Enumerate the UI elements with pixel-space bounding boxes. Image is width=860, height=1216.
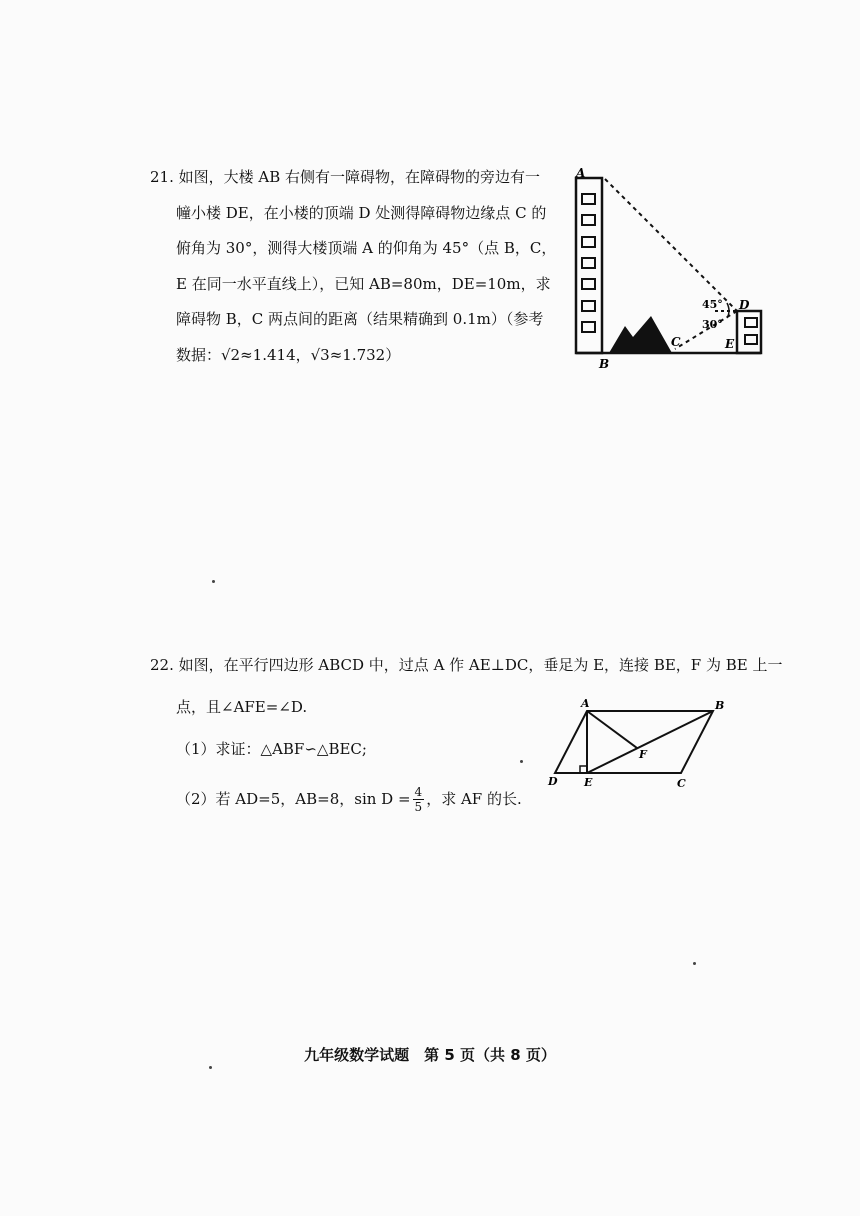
q21-figure xyxy=(565,165,775,375)
parallelogram-abcd xyxy=(555,711,713,773)
label-a: A xyxy=(576,166,586,180)
label-a: A xyxy=(581,697,590,710)
question-21 xyxy=(150,160,555,373)
small-building-windows xyxy=(745,318,757,344)
label-d: D xyxy=(548,775,558,788)
scan-speck xyxy=(693,962,696,965)
label-d: D xyxy=(739,298,750,312)
angle-30-label: 30° xyxy=(702,318,723,331)
label-e: E xyxy=(584,776,593,789)
q21-line-5: 障碍物 B，C 两点间的距离（结果精确到 0.1m）（参考 xyxy=(176,310,544,328)
q21-line-2: 幢小楼 DE，在小楼的顶端 D 处测得障碍物边缘点 C 的 xyxy=(176,203,547,222)
scan-speck xyxy=(212,580,215,583)
fraction-denominator: 5 xyxy=(414,799,423,814)
obstacle xyxy=(609,316,672,353)
scan-speck xyxy=(209,1066,212,1069)
q21-line-4: E 在同一水平直线上），已知 AB=80m，DE=10m，求 xyxy=(176,274,551,293)
label-b: B xyxy=(715,699,725,712)
sight-line-da xyxy=(605,179,737,311)
label-b: B xyxy=(599,357,610,371)
fraction-numerator: 4 xyxy=(414,784,423,799)
q21-line-1: 21. 如图，大楼 AB 右侧有一障碍物，在障碍物的旁边有一 xyxy=(150,168,541,186)
page-footer: 九年级数学试题 第 5 页（共 8 页） xyxy=(304,1046,556,1064)
angle-45-label: 45° xyxy=(702,298,723,311)
scan-speck xyxy=(520,760,523,763)
q22-part-1: （1）求证：△ABF∽△BEC; xyxy=(176,740,367,758)
building-windows xyxy=(582,194,595,332)
label-c: C xyxy=(677,777,686,790)
q21-line-6: 数据：√2≈1.414，√3≈1.732） xyxy=(176,345,401,364)
label-c: C xyxy=(671,335,681,349)
label-f: F xyxy=(639,748,647,761)
q22-part-2-prefix: （2）若 AD=5，AB=8，sin D = xyxy=(176,790,411,808)
fraction-four-fifths xyxy=(413,785,425,814)
q22-line-2: 点，且∠AFE=∠D. xyxy=(176,698,308,716)
q22-line-1: 22. 如图，在平行四边形 ABCD 中，过点 A 作 AE⊥DC，垂足为 E，连接 BE，F 为 BE 上一 xyxy=(150,656,783,674)
q22-figure xyxy=(540,695,740,795)
q21-line-3: 俯角为 30°，测得大楼顶端 A 的仰角为 45°（点 B，C， xyxy=(176,239,557,257)
q22-part-2-suffix: ，求 AF 的长. xyxy=(426,790,522,808)
segment-be xyxy=(587,711,713,773)
label-e: E xyxy=(725,337,735,351)
right-angle-mark xyxy=(580,766,587,773)
segment-af xyxy=(587,711,637,748)
